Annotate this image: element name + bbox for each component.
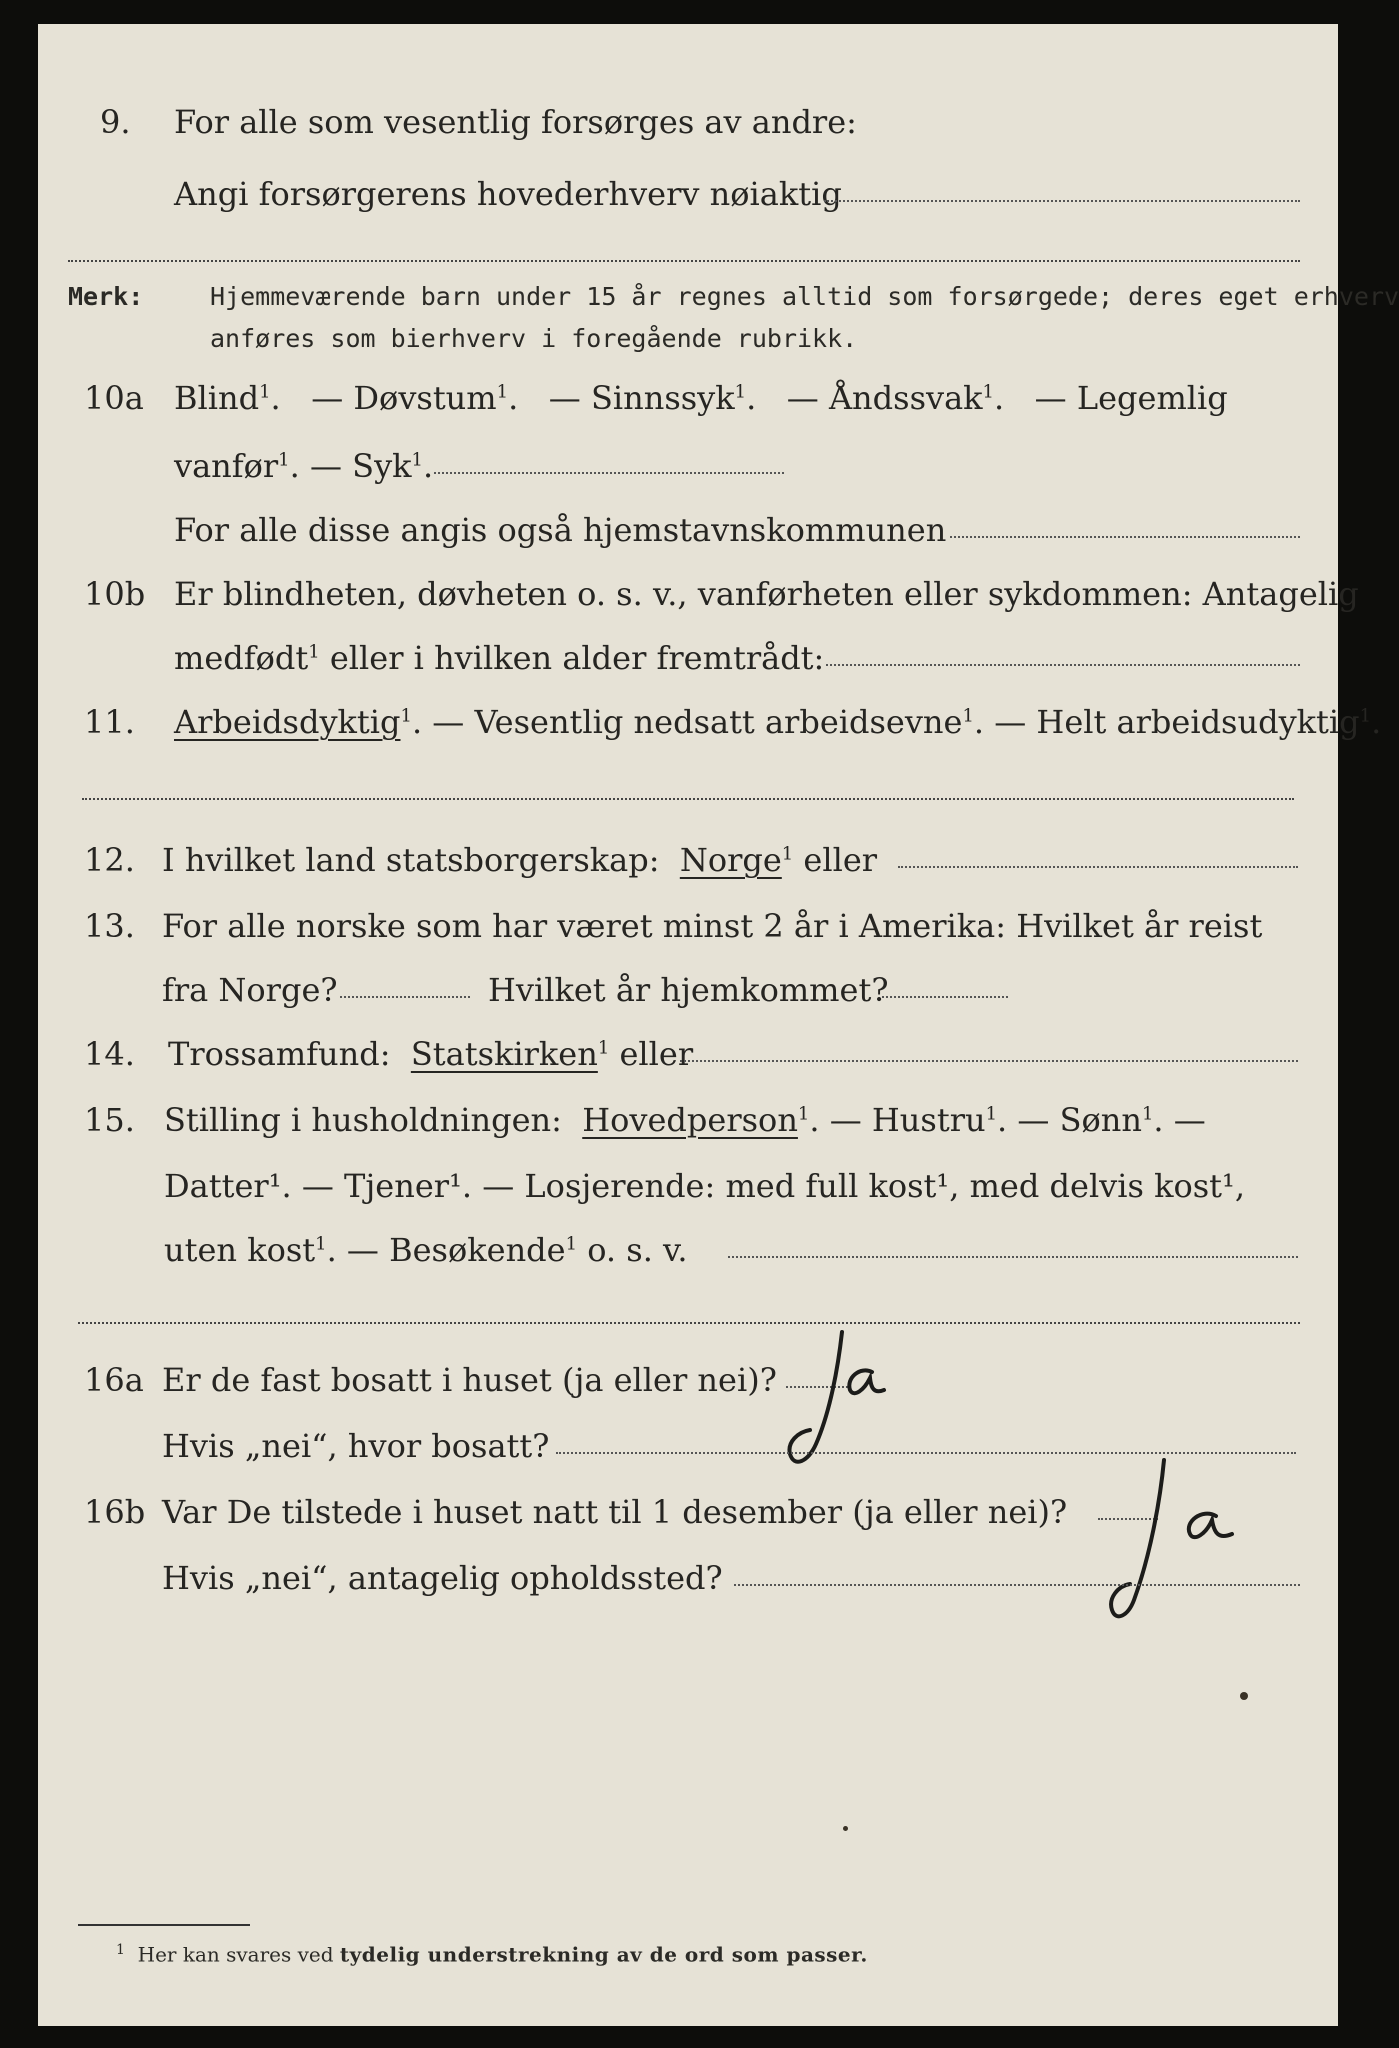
q10a-sinnssyk: — Sinnssyk: [548, 379, 735, 417]
q13-number: 13.: [84, 907, 135, 945]
separator-line: [68, 260, 1300, 262]
census-form-page: [38, 24, 1399, 2026]
q14-answer-line: [680, 1060, 1298, 1062]
q15-answer-line: [728, 1256, 1298, 1258]
q9-line1: For alle som vesentlig forsørges av andre:: [174, 103, 857, 141]
q9-number: 9.: [100, 103, 131, 141]
q11-arbeidsdyktig: Arbeidsdyktig: [174, 703, 401, 741]
q12-norge: Norge: [679, 841, 782, 879]
ink-speck: [843, 1826, 848, 1831]
q11-line: Arbeidsdyktig$^1$. — Vesentlig nedsatt arbeidsevne$^1$. — Helt arbeidsudyktig$^1$.: [174, 703, 1382, 741]
merk-label: Merk:: [68, 282, 144, 311]
q13-line2b: Hvilket år hjemkommet?: [488, 971, 889, 1009]
q15-number: 15.: [84, 1101, 135, 1139]
q16b-line1: Var De tilstede i huset natt til 1 desember (ja eller nei)?: [162, 1493, 1068, 1531]
q16b-handwritten-answer: [1068, 1444, 1278, 1644]
q16b-opholdssted-line: [734, 1584, 1300, 1586]
q10b-line2: medfødt$^1$ eller i hvilken alder fremtrådt:: [174, 639, 825, 677]
q16a-line2: Hvis „nei“, hvor bosatt?: [162, 1427, 550, 1465]
q13-line1: For alle norske som har været minst 2 år i Amerika: Hvilket år reist: [162, 907, 1263, 945]
q9-line2: Angi forsørgerens hovederhverv nøiaktig: [174, 175, 842, 213]
q9-answer-line: [824, 200, 1300, 202]
q13-reist-line: [340, 996, 470, 998]
q10b-answer-line: [826, 664, 1300, 666]
q14-statskirken: Statskirken: [410, 1035, 598, 1073]
q14-line: Trossamfund: Statskirken$^1$ eller: [168, 1035, 694, 1073]
q10a-line3: For alle disse angis også hjemstavnskommunen: [174, 511, 947, 549]
q15-line2: Datter¹. — Tjener¹. — Losjerende: med full kost¹, med delvis kost¹,: [164, 1167, 1246, 1205]
q10a-number: 10a: [84, 379, 144, 417]
merk-line1: Hjemmeværende barn under 15 år regnes alltid som forsørgede; deres eget erhverv: [210, 282, 1399, 311]
q14-number: 14.: [84, 1035, 135, 1073]
q15-line3: uten kost$^1$. — Besøkende$^1$ o. s. v.: [164, 1231, 688, 1269]
q10a-line2: vanfør$^1$. — Syk$^1$.: [174, 447, 434, 485]
separator-line: [78, 1322, 1300, 1324]
q10a-line1: Blind$^1$. — Døvstum$^1$. — Sinnssyk$^1$. — Åndssvak$^1$. — Legemlig: [174, 379, 1228, 417]
q16b-number: 16b: [84, 1493, 146, 1531]
q10b-number: 10b: [84, 575, 146, 613]
q16a-line1: Er de fast bosatt i huset (ja eller nei)?: [162, 1361, 777, 1399]
merk-line2: anføres som bierhverv i foregående rubrikk.: [210, 324, 858, 353]
footnote-rule: [78, 1924, 250, 1926]
q12-number: 12.: [84, 841, 135, 879]
q10a-hjemstavn-line: [950, 536, 1300, 538]
q13-line2a: fra Norge?: [162, 971, 338, 1009]
q16a-handwritten-answer: [760, 1320, 910, 1480]
q15-line1: Stilling i husholdningen: Hovedperson$^1$. — Hustru$^1$. — Sønn$^1$. —: [164, 1101, 1206, 1139]
q10a-answer-line: [434, 472, 784, 474]
q10a-dovstum: — Døvstum: [311, 379, 497, 417]
q15-hovedperson: Hovedperson: [582, 1101, 798, 1139]
footnote: $^1$ Her kan svares ved tydelig understrekning av de ord som passer.: [116, 1942, 868, 1967]
q10a-blind: Blind: [174, 379, 260, 417]
ink-speck: [1240, 1692, 1248, 1700]
q13-hjemkommet-line: [882, 996, 1008, 998]
separator-line: [82, 798, 1294, 800]
q10a-legemlig: — Legemlig: [1034, 379, 1228, 417]
q10a-andssvak: — Åndssvak: [786, 379, 983, 417]
q12-answer-line: [898, 866, 1298, 868]
q16b-line2: Hvis „nei“, antagelig opholdssted?: [162, 1559, 723, 1597]
q12-line: I hvilket land statsborgerskap: Norge$^1$ eller: [162, 841, 878, 879]
q16a-number: 16a: [84, 1361, 144, 1399]
q11-number: 11.: [84, 703, 135, 741]
q10b-line1: Er blindheten, døvheten o. s. v., vanførheten eller sykdommen: Antagelig: [174, 575, 1359, 613]
